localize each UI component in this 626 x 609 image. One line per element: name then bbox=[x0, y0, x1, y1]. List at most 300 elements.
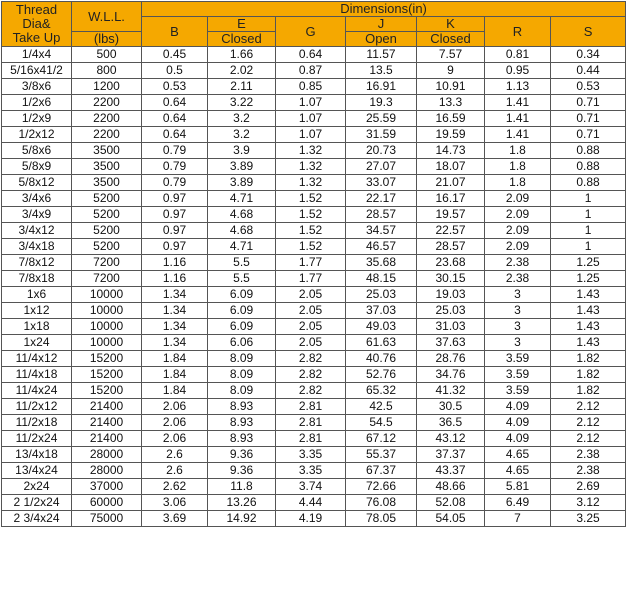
cell-wll: 75000 bbox=[72, 511, 142, 527]
cell-g: 0.64 bbox=[276, 47, 346, 63]
cell-thread: 11/4x12 bbox=[2, 351, 72, 367]
header-j-sub: Open bbox=[346, 32, 417, 47]
cell-wll: 500 bbox=[72, 47, 142, 63]
cell-thread: 5/8x6 bbox=[2, 143, 72, 159]
table-row bbox=[2, 351, 626, 367]
cell-r: 1.8 bbox=[485, 175, 551, 191]
cell-e: 8.93 bbox=[208, 415, 276, 431]
cell-r: 4.09 bbox=[485, 431, 551, 447]
cell-wll: 21400 bbox=[72, 399, 142, 415]
cell-k: 14.73 bbox=[417, 143, 485, 159]
cell-wll: 60000 bbox=[72, 495, 142, 511]
header-b: B bbox=[142, 17, 208, 47]
cell-s: 1.43 bbox=[551, 319, 626, 335]
cell-r: 3 bbox=[485, 335, 551, 351]
cell-k: 48.66 bbox=[417, 479, 485, 495]
cell-r: 3.59 bbox=[485, 367, 551, 383]
cell-thread: 11/4x18 bbox=[2, 367, 72, 383]
cell-thread: 11/2x12 bbox=[2, 399, 72, 415]
cell-j: 16.91 bbox=[346, 79, 417, 95]
cell-s: 1.43 bbox=[551, 287, 626, 303]
cell-wll: 3500 bbox=[72, 175, 142, 191]
cell-b: 2.06 bbox=[142, 415, 208, 431]
cell-k: 23.68 bbox=[417, 255, 485, 271]
cell-wll: 15200 bbox=[72, 383, 142, 399]
header-s: S bbox=[551, 17, 626, 47]
cell-s: 2.12 bbox=[551, 415, 626, 431]
cell-e: 9.36 bbox=[208, 463, 276, 479]
header-k-sub: Closed bbox=[417, 32, 485, 47]
specifications-table bbox=[1, 1, 626, 527]
cell-b: 1.84 bbox=[142, 383, 208, 399]
cell-g: 1.32 bbox=[276, 175, 346, 191]
cell-j: 34.57 bbox=[346, 223, 417, 239]
cell-k: 37.63 bbox=[417, 335, 485, 351]
cell-k: 16.59 bbox=[417, 111, 485, 127]
cell-e: 11.8 bbox=[208, 479, 276, 495]
cell-k: 10.91 bbox=[417, 79, 485, 95]
cell-r: 0.81 bbox=[485, 47, 551, 63]
cell-thread: 1/2x12 bbox=[2, 127, 72, 143]
cell-s: 0.88 bbox=[551, 159, 626, 175]
cell-s: 1.82 bbox=[551, 367, 626, 383]
cell-s: 0.88 bbox=[551, 143, 626, 159]
table-row bbox=[2, 63, 626, 79]
cell-k: 28.76 bbox=[417, 351, 485, 367]
cell-b: 2.06 bbox=[142, 399, 208, 415]
cell-r: 4.65 bbox=[485, 447, 551, 463]
cell-s: 2.12 bbox=[551, 431, 626, 447]
cell-j: 76.08 bbox=[346, 495, 417, 511]
cell-b: 1.34 bbox=[142, 335, 208, 351]
cell-r: 7 bbox=[485, 511, 551, 527]
table-row bbox=[2, 143, 626, 159]
cell-thread: 1x6 bbox=[2, 287, 72, 303]
header-k: K bbox=[417, 17, 485, 32]
cell-b: 2.6 bbox=[142, 447, 208, 463]
header-e-sub: Closed bbox=[208, 32, 276, 47]
cell-e: 13.26 bbox=[208, 495, 276, 511]
cell-e: 2.02 bbox=[208, 63, 276, 79]
table-row bbox=[2, 95, 626, 111]
cell-thread: 2x24 bbox=[2, 479, 72, 495]
cell-wll: 5200 bbox=[72, 207, 142, 223]
cell-wll: 7200 bbox=[72, 255, 142, 271]
table-row bbox=[2, 447, 626, 463]
cell-j: 46.57 bbox=[346, 239, 417, 255]
cell-r: 2.09 bbox=[485, 239, 551, 255]
cell-thread: 1x24 bbox=[2, 335, 72, 351]
cell-g: 1.32 bbox=[276, 143, 346, 159]
table-row bbox=[2, 271, 626, 287]
cell-s: 1.25 bbox=[551, 255, 626, 271]
cell-g: 1.52 bbox=[276, 239, 346, 255]
table-row bbox=[2, 495, 626, 511]
cell-r: 5.81 bbox=[485, 479, 551, 495]
cell-r: 2.09 bbox=[485, 191, 551, 207]
cell-thread: 3/4x12 bbox=[2, 223, 72, 239]
cell-wll: 10000 bbox=[72, 303, 142, 319]
cell-e: 6.06 bbox=[208, 335, 276, 351]
cell-b: 0.45 bbox=[142, 47, 208, 63]
cell-s: 0.53 bbox=[551, 79, 626, 95]
cell-e: 4.68 bbox=[208, 223, 276, 239]
header-j: J bbox=[346, 17, 417, 32]
cell-b: 0.64 bbox=[142, 111, 208, 127]
cell-g: 1.77 bbox=[276, 255, 346, 271]
cell-b: 1.34 bbox=[142, 303, 208, 319]
cell-g: 1.07 bbox=[276, 95, 346, 111]
header-r: R bbox=[485, 17, 551, 47]
cell-b: 1.84 bbox=[142, 367, 208, 383]
table-row bbox=[2, 383, 626, 399]
cell-b: 0.79 bbox=[142, 143, 208, 159]
cell-s: 1.25 bbox=[551, 271, 626, 287]
cell-k: 22.57 bbox=[417, 223, 485, 239]
cell-j: 72.66 bbox=[346, 479, 417, 495]
cell-wll: 10000 bbox=[72, 335, 142, 351]
cell-wll: 15200 bbox=[72, 367, 142, 383]
cell-s: 0.71 bbox=[551, 127, 626, 143]
cell-s: 0.88 bbox=[551, 175, 626, 191]
header-thread-line3: Take Up bbox=[12, 30, 61, 45]
cell-thread: 11/2x18 bbox=[2, 415, 72, 431]
cell-r: 3.59 bbox=[485, 383, 551, 399]
cell-g: 1.07 bbox=[276, 111, 346, 127]
cell-thread: 1x12 bbox=[2, 303, 72, 319]
cell-j: 78.05 bbox=[346, 511, 417, 527]
cell-s: 1 bbox=[551, 223, 626, 239]
cell-r: 2.09 bbox=[485, 223, 551, 239]
cell-g: 1.32 bbox=[276, 159, 346, 175]
cell-k: 34.76 bbox=[417, 367, 485, 383]
header-wll-unit: (lbs) bbox=[72, 32, 142, 47]
table-row bbox=[2, 207, 626, 223]
cell-thread: 1/4x4 bbox=[2, 47, 72, 63]
cell-wll: 3500 bbox=[72, 143, 142, 159]
cell-wll: 5200 bbox=[72, 239, 142, 255]
table-row bbox=[2, 191, 626, 207]
table-row bbox=[2, 399, 626, 415]
cell-e: 8.09 bbox=[208, 351, 276, 367]
header-thread bbox=[2, 2, 72, 47]
cell-k: 43.12 bbox=[417, 431, 485, 447]
cell-r: 1.41 bbox=[485, 95, 551, 111]
cell-s: 1.43 bbox=[551, 335, 626, 351]
cell-e: 5.5 bbox=[208, 255, 276, 271]
cell-s: 2.12 bbox=[551, 399, 626, 415]
cell-e: 8.09 bbox=[208, 367, 276, 383]
cell-g: 2.82 bbox=[276, 367, 346, 383]
cell-j: 25.59 bbox=[346, 111, 417, 127]
cell-thread: 1/2x9 bbox=[2, 111, 72, 127]
cell-k: 18.07 bbox=[417, 159, 485, 175]
cell-j: 33.07 bbox=[346, 175, 417, 191]
cell-e: 14.92 bbox=[208, 511, 276, 527]
cell-j: 19.3 bbox=[346, 95, 417, 111]
cell-j: 31.59 bbox=[346, 127, 417, 143]
cell-k: 19.57 bbox=[417, 207, 485, 223]
cell-s: 2.38 bbox=[551, 447, 626, 463]
cell-j: 49.03 bbox=[346, 319, 417, 335]
table-row bbox=[2, 47, 626, 63]
cell-r: 0.95 bbox=[485, 63, 551, 79]
cell-thread: 3/4x18 bbox=[2, 239, 72, 255]
cell-e: 5.5 bbox=[208, 271, 276, 287]
cell-wll: 28000 bbox=[72, 463, 142, 479]
cell-wll: 10000 bbox=[72, 287, 142, 303]
cell-j: 35.68 bbox=[346, 255, 417, 271]
cell-j: 28.57 bbox=[346, 207, 417, 223]
cell-j: 20.73 bbox=[346, 143, 417, 159]
cell-e: 3.89 bbox=[208, 159, 276, 175]
cell-wll: 37000 bbox=[72, 479, 142, 495]
cell-j: 67.37 bbox=[346, 463, 417, 479]
table-row bbox=[2, 223, 626, 239]
cell-g: 4.44 bbox=[276, 495, 346, 511]
cell-g: 2.05 bbox=[276, 335, 346, 351]
cell-g: 0.85 bbox=[276, 79, 346, 95]
cell-g: 1.52 bbox=[276, 191, 346, 207]
cell-wll: 800 bbox=[72, 63, 142, 79]
cell-e: 8.09 bbox=[208, 383, 276, 399]
cell-b: 0.64 bbox=[142, 127, 208, 143]
header-dimensions: Dimensions(in) bbox=[142, 2, 626, 17]
cell-r: 3 bbox=[485, 319, 551, 335]
cell-b: 1.16 bbox=[142, 271, 208, 287]
table-body bbox=[2, 47, 626, 527]
table-row bbox=[2, 335, 626, 351]
cell-g: 2.81 bbox=[276, 415, 346, 431]
cell-s: 0.44 bbox=[551, 63, 626, 79]
cell-wll: 21400 bbox=[72, 415, 142, 431]
cell-j: 40.76 bbox=[346, 351, 417, 367]
cell-r: 1.41 bbox=[485, 111, 551, 127]
cell-thread: 3/8x6 bbox=[2, 79, 72, 95]
cell-wll: 5200 bbox=[72, 223, 142, 239]
cell-b: 0.79 bbox=[142, 159, 208, 175]
cell-thread: 11/4x24 bbox=[2, 383, 72, 399]
cell-wll: 15200 bbox=[72, 351, 142, 367]
cell-k: 16.17 bbox=[417, 191, 485, 207]
cell-b: 3.06 bbox=[142, 495, 208, 511]
cell-thread: 11/2x24 bbox=[2, 431, 72, 447]
header-wll: W.L.L. bbox=[72, 2, 142, 32]
cell-b: 0.97 bbox=[142, 239, 208, 255]
cell-b: 0.79 bbox=[142, 175, 208, 191]
cell-g: 1.52 bbox=[276, 223, 346, 239]
cell-b: 2.62 bbox=[142, 479, 208, 495]
cell-e: 3.2 bbox=[208, 127, 276, 143]
cell-r: 2.38 bbox=[485, 255, 551, 271]
cell-e: 8.93 bbox=[208, 399, 276, 415]
cell-e: 4.68 bbox=[208, 207, 276, 223]
cell-j: 27.07 bbox=[346, 159, 417, 175]
cell-k: 19.03 bbox=[417, 287, 485, 303]
table-row bbox=[2, 415, 626, 431]
table-row bbox=[2, 111, 626, 127]
cell-wll: 5200 bbox=[72, 191, 142, 207]
cell-k: 43.37 bbox=[417, 463, 485, 479]
cell-r: 1.13 bbox=[485, 79, 551, 95]
cell-e: 4.71 bbox=[208, 239, 276, 255]
cell-k: 54.05 bbox=[417, 511, 485, 527]
cell-j: 37.03 bbox=[346, 303, 417, 319]
table-header bbox=[2, 2, 626, 47]
cell-b: 2.06 bbox=[142, 431, 208, 447]
cell-b: 0.53 bbox=[142, 79, 208, 95]
cell-g: 2.81 bbox=[276, 399, 346, 415]
cell-j: 11.57 bbox=[346, 47, 417, 63]
cell-b: 2.6 bbox=[142, 463, 208, 479]
table-row bbox=[2, 511, 626, 527]
table-row bbox=[2, 79, 626, 95]
cell-e: 1.66 bbox=[208, 47, 276, 63]
cell-g: 1.52 bbox=[276, 207, 346, 223]
cell-g: 3.35 bbox=[276, 463, 346, 479]
cell-s: 1 bbox=[551, 191, 626, 207]
cell-k: 41.32 bbox=[417, 383, 485, 399]
header-thread-line1: Thread bbox=[15, 2, 58, 17]
cell-r: 4.65 bbox=[485, 463, 551, 479]
cell-g: 4.19 bbox=[276, 511, 346, 527]
cell-k: 30.5 bbox=[417, 399, 485, 415]
cell-b: 0.97 bbox=[142, 191, 208, 207]
cell-k: 25.03 bbox=[417, 303, 485, 319]
cell-b: 3.69 bbox=[142, 511, 208, 527]
cell-g: 2.81 bbox=[276, 431, 346, 447]
header-g: G bbox=[276, 17, 346, 47]
cell-b: 1.84 bbox=[142, 351, 208, 367]
cell-j: 52.76 bbox=[346, 367, 417, 383]
cell-j: 48.15 bbox=[346, 271, 417, 287]
cell-wll: 2200 bbox=[72, 111, 142, 127]
cell-e: 3.89 bbox=[208, 175, 276, 191]
table-row bbox=[2, 239, 626, 255]
cell-thread: 2 1/2x24 bbox=[2, 495, 72, 511]
cell-e: 6.09 bbox=[208, 287, 276, 303]
cell-e: 3.2 bbox=[208, 111, 276, 127]
cell-j: 54.5 bbox=[346, 415, 417, 431]
cell-thread: 3/4x6 bbox=[2, 191, 72, 207]
cell-j: 67.12 bbox=[346, 431, 417, 447]
cell-j: 61.63 bbox=[346, 335, 417, 351]
table-row bbox=[2, 175, 626, 191]
cell-e: 8.93 bbox=[208, 431, 276, 447]
cell-wll: 21400 bbox=[72, 431, 142, 447]
cell-j: 13.5 bbox=[346, 63, 417, 79]
cell-g: 2.82 bbox=[276, 383, 346, 399]
cell-thread: 7/8x12 bbox=[2, 255, 72, 271]
cell-thread: 5/8x9 bbox=[2, 159, 72, 175]
cell-b: 0.64 bbox=[142, 95, 208, 111]
cell-wll: 2200 bbox=[72, 95, 142, 111]
cell-b: 0.5 bbox=[142, 63, 208, 79]
cell-k: 7.57 bbox=[417, 47, 485, 63]
cell-k: 31.03 bbox=[417, 319, 485, 335]
cell-b: 0.97 bbox=[142, 207, 208, 223]
cell-j: 22.17 bbox=[346, 191, 417, 207]
cell-b: 1.16 bbox=[142, 255, 208, 271]
cell-s: 1.43 bbox=[551, 303, 626, 319]
cell-k: 37.37 bbox=[417, 447, 485, 463]
cell-thread: 1/2x6 bbox=[2, 95, 72, 111]
cell-thread: 13/4x18 bbox=[2, 447, 72, 463]
cell-thread: 5/8x12 bbox=[2, 175, 72, 191]
cell-g: 1.07 bbox=[276, 127, 346, 143]
cell-s: 2.38 bbox=[551, 463, 626, 479]
cell-e: 3.22 bbox=[208, 95, 276, 111]
header-e: E bbox=[208, 17, 276, 32]
table-row bbox=[2, 431, 626, 447]
cell-s: 0.71 bbox=[551, 95, 626, 111]
cell-r: 2.38 bbox=[485, 271, 551, 287]
cell-g: 3.74 bbox=[276, 479, 346, 495]
cell-thread: 3/4x9 bbox=[2, 207, 72, 223]
cell-thread: 2 3/4x24 bbox=[2, 511, 72, 527]
cell-k: 36.5 bbox=[417, 415, 485, 431]
cell-g: 2.82 bbox=[276, 351, 346, 367]
cell-e: 9.36 bbox=[208, 447, 276, 463]
cell-wll: 28000 bbox=[72, 447, 142, 463]
cell-r: 6.49 bbox=[485, 495, 551, 511]
header-thread-line2: Dia& bbox=[22, 16, 51, 31]
cell-thread: 7/8x18 bbox=[2, 271, 72, 287]
cell-wll: 10000 bbox=[72, 319, 142, 335]
cell-b: 0.97 bbox=[142, 223, 208, 239]
cell-s: 1.82 bbox=[551, 351, 626, 367]
cell-wll: 3500 bbox=[72, 159, 142, 175]
cell-wll: 7200 bbox=[72, 271, 142, 287]
cell-k: 21.07 bbox=[417, 175, 485, 191]
cell-s: 0.71 bbox=[551, 111, 626, 127]
cell-s: 1 bbox=[551, 239, 626, 255]
cell-b: 1.34 bbox=[142, 287, 208, 303]
table-row bbox=[2, 287, 626, 303]
cell-thread: 5/16x41/2 bbox=[2, 63, 72, 79]
table-row bbox=[2, 127, 626, 143]
cell-s: 3.25 bbox=[551, 511, 626, 527]
cell-r: 3.59 bbox=[485, 351, 551, 367]
cell-r: 4.09 bbox=[485, 399, 551, 415]
table-row bbox=[2, 303, 626, 319]
cell-s: 2.69 bbox=[551, 479, 626, 495]
table-row bbox=[2, 159, 626, 175]
cell-g: 3.35 bbox=[276, 447, 346, 463]
cell-r: 3 bbox=[485, 287, 551, 303]
cell-thread: 1x18 bbox=[2, 319, 72, 335]
cell-s: 0.34 bbox=[551, 47, 626, 63]
cell-e: 4.71 bbox=[208, 191, 276, 207]
cell-r: 3 bbox=[485, 303, 551, 319]
cell-g: 2.05 bbox=[276, 287, 346, 303]
table-row bbox=[2, 319, 626, 335]
cell-g: 2.05 bbox=[276, 319, 346, 335]
cell-j: 25.03 bbox=[346, 287, 417, 303]
table-row bbox=[2, 255, 626, 271]
cell-j: 55.37 bbox=[346, 447, 417, 463]
table-row bbox=[2, 463, 626, 479]
cell-b: 1.34 bbox=[142, 319, 208, 335]
cell-e: 6.09 bbox=[208, 303, 276, 319]
cell-e: 6.09 bbox=[208, 319, 276, 335]
cell-g: 0.87 bbox=[276, 63, 346, 79]
cell-k: 52.08 bbox=[417, 495, 485, 511]
cell-wll: 2200 bbox=[72, 127, 142, 143]
table-row bbox=[2, 367, 626, 383]
cell-e: 3.9 bbox=[208, 143, 276, 159]
cell-k: 30.15 bbox=[417, 271, 485, 287]
